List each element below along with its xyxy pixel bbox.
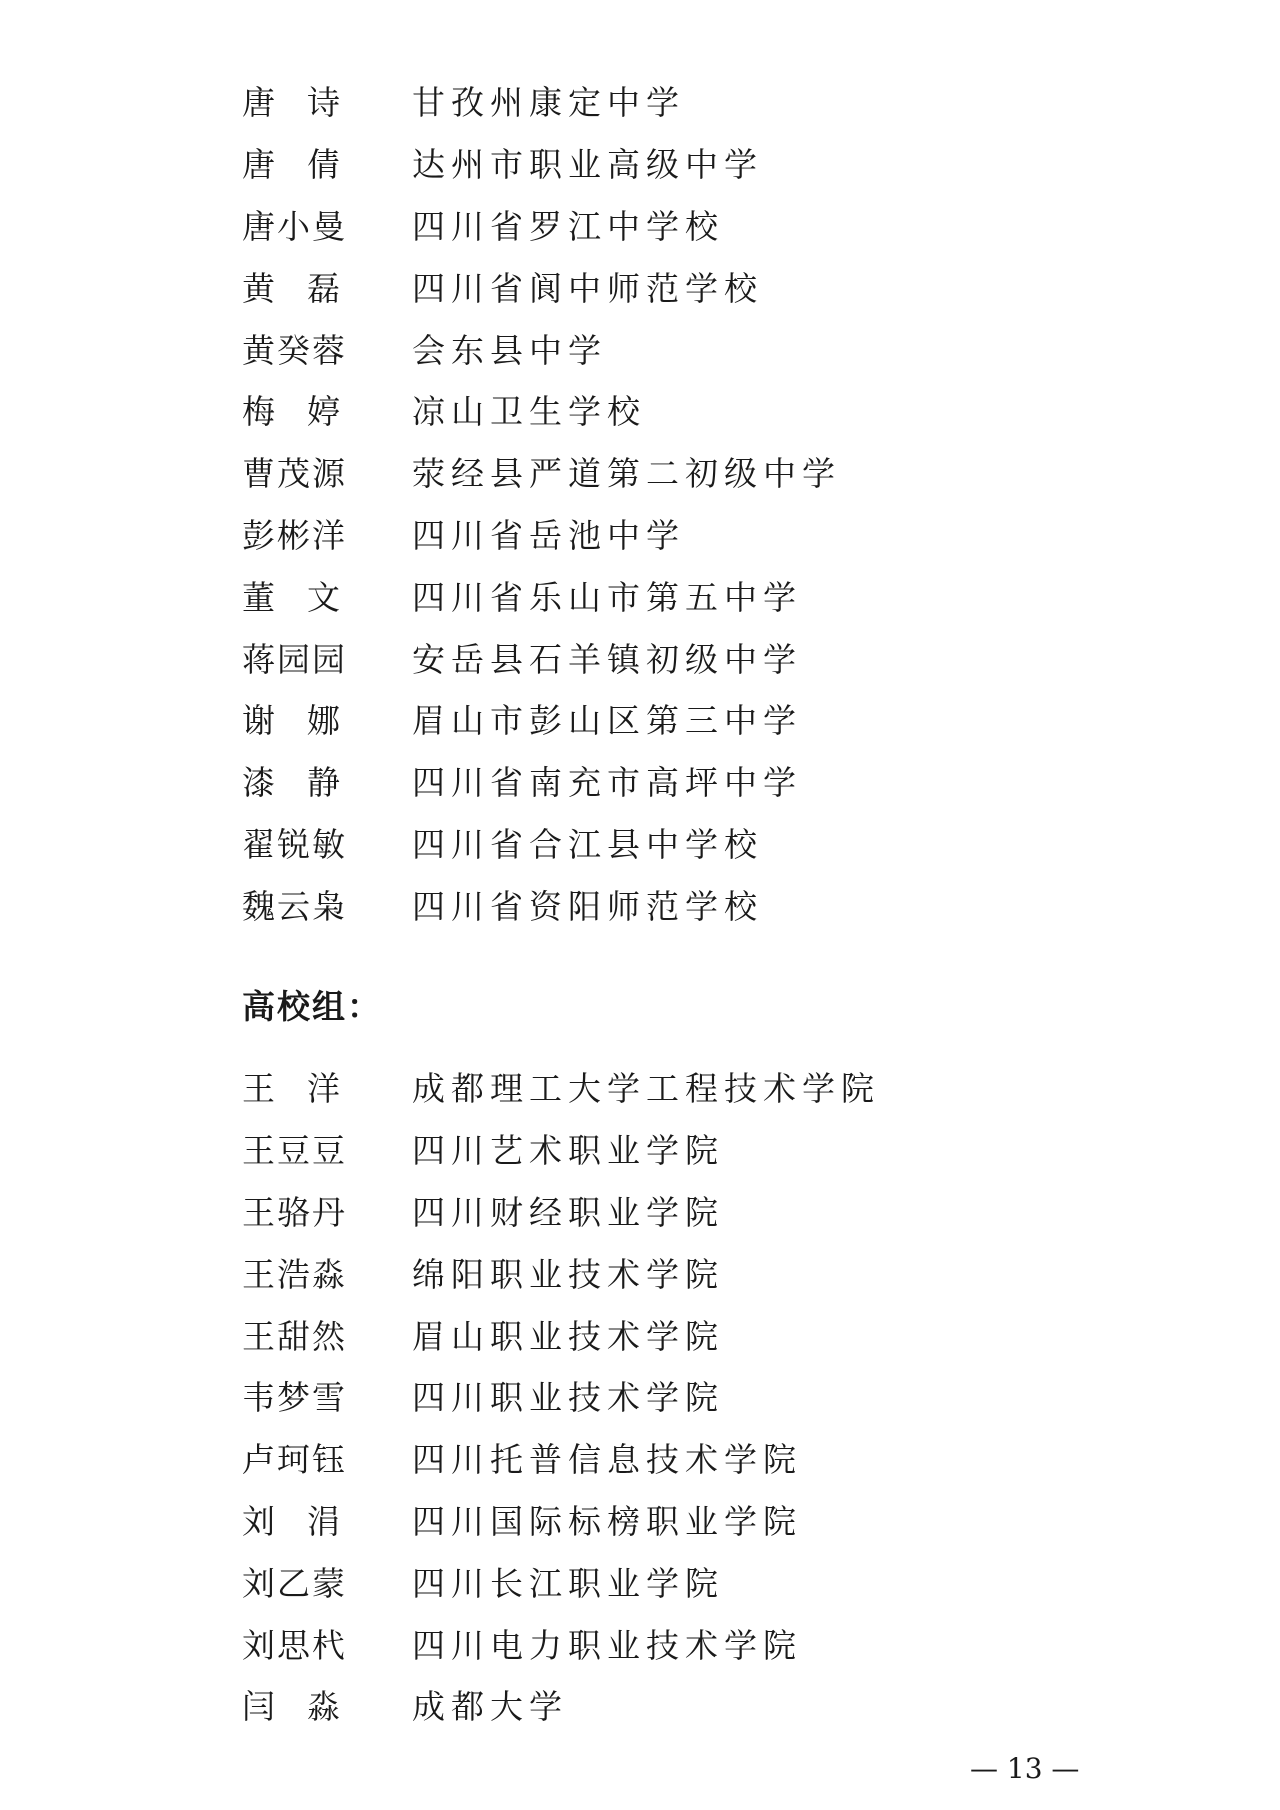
person-name: 刘乙蒙 [242,1563,347,1603]
school-name: 会东县中学 [412,330,607,370]
person-name: 唐小曼 [242,206,347,246]
person-name: 黄 磊 [242,268,342,308]
list-item [242,257,1142,319]
list-item [242,381,1142,443]
list-item [242,628,1142,690]
list-item [242,875,1142,937]
person-name: 蒋园园 [242,639,347,679]
list-item [242,134,1142,196]
person-name: 梅 婷 [242,392,342,432]
school-name: 四川长江职业学院 [412,1563,724,1603]
school-name: 四川托普信息技术学院 [412,1440,802,1480]
person-name: 彭彬洋 [242,515,347,555]
list-item [242,1243,1142,1305]
person-name: 王骆丹 [242,1192,347,1232]
school-name: 四川省罗江中学校 [412,206,724,246]
person-name: 王甜然 [242,1316,347,1356]
person-name: 曹茂源 [242,454,347,494]
list-item [242,690,1142,752]
list-item [242,752,1142,814]
school-name: 绵阳职业技术学院 [412,1254,724,1294]
list-item [242,1614,1142,1676]
school-name: 四川财经职业学院 [412,1192,724,1232]
person-name: 魏云枭 [242,886,347,926]
school-name: 四川省乐山市第五中学 [412,577,802,617]
school-name: 四川省合江县中学校 [412,824,763,864]
list-item [242,196,1142,258]
school-name: 四川省岳池中学 [412,515,685,555]
school-name: 四川省阆中师范学校 [412,268,763,308]
school-name: 四川国际标榜职业学院 [412,1501,802,1541]
school-name: 凉山卫生学校 [412,392,646,432]
list-item [242,505,1142,567]
award-list-university-group [242,1058,1142,1738]
person-name: 刘 涓 [242,1501,342,1541]
list-item [242,1367,1142,1429]
list-item [242,566,1142,628]
page-number: — 13 — [970,1752,1080,1785]
list-item [242,72,1142,134]
list-item [242,319,1142,381]
school-name: 四川省南充市高坪中学 [412,763,802,803]
person-name: 王豆豆 [242,1131,347,1171]
person-name: 漆 静 [242,763,342,803]
list-item [242,1676,1142,1738]
list-item [242,443,1142,505]
school-name: 四川职业技术学院 [412,1378,724,1418]
school-name: 成都理工大学工程技术学院 [412,1069,880,1109]
list-item [242,1491,1142,1553]
person-name: 唐 倩 [242,145,342,185]
school-name: 四川省资阳师范学校 [412,886,763,926]
school-name: 眉山市彭山区第三中学 [412,701,802,741]
group-heading-university: 高校组： [242,987,382,1026]
list-item [242,1305,1142,1367]
person-name: 黄癸蓉 [242,330,347,370]
list-item [242,1182,1142,1244]
school-name: 甘孜州康定中学 [412,83,685,123]
school-name: 四川电力职业技术学院 [412,1625,802,1665]
person-name: 谢 娜 [242,701,342,741]
school-name: 荥经县严道第二初级中学 [412,454,841,494]
person-name: 韦梦雪 [242,1378,347,1418]
person-name: 唐 诗 [242,83,342,123]
school-name: 四川艺术职业学院 [412,1131,724,1171]
list-item [242,1120,1142,1182]
list-item [242,1058,1142,1120]
person-name: 董 文 [242,577,342,617]
person-name: 刘思杙 [242,1625,347,1665]
person-name: 翟锐敏 [242,824,347,864]
person-name: 卢珂钰 [242,1440,347,1480]
person-name: 王浩淼 [242,1254,347,1294]
list-item [242,1429,1142,1491]
school-name: 安岳县石羊镇初级中学 [412,639,802,679]
school-name: 成都大学 [412,1687,568,1727]
person-name: 闫 淼 [242,1687,342,1727]
list-item [242,814,1142,876]
school-name: 达州市职业高级中学 [412,145,763,185]
award-list-school-group [242,72,1142,937]
school-name: 眉山职业技术学院 [412,1316,724,1356]
person-name: 王 洋 [242,1069,342,1109]
list-item [242,1552,1142,1614]
